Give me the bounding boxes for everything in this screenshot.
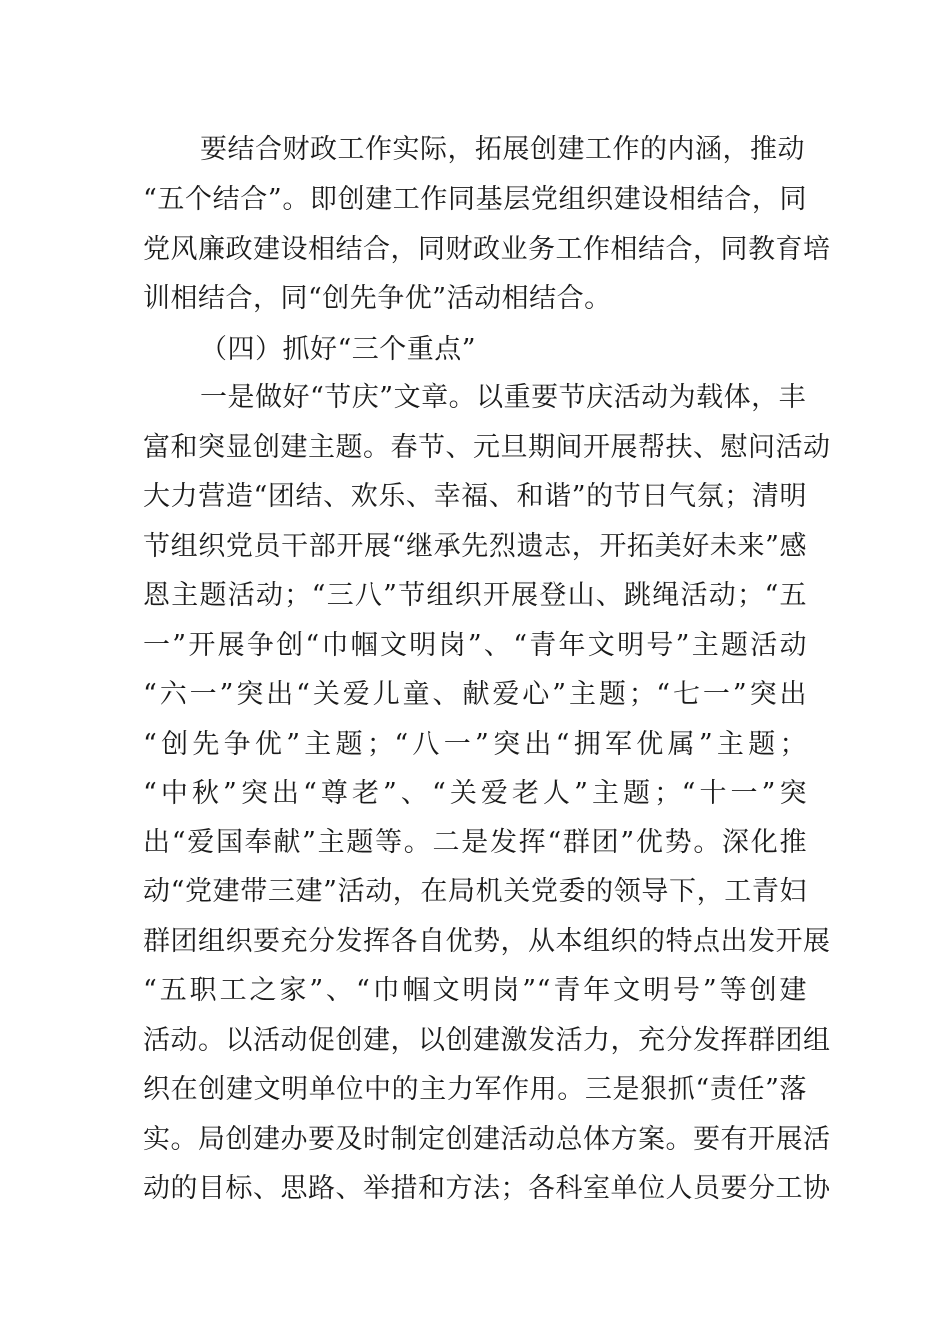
paragraph-line-2: “五个结合”。即创建工作同基层党组织建设相结合，同 xyxy=(143,184,807,215)
paragraph-line-22: 动的目标、思路、举措和方法；各科室单位人员要分工协 xyxy=(143,1173,831,1204)
paragraph-line-4: 训相结合，同“创先争优”活动相结合。 xyxy=(143,283,612,314)
paragraph-line-11: 一”开展争创“巾帼文明岗”、“青年文明号”主题活动 xyxy=(143,630,807,661)
paragraph-line-10: 恩主题活动；“三八”节组织开展登山、跳绳活动；“五 xyxy=(143,580,807,611)
paragraph-line-13: “创先争优”主题；“八一”突出“拥军优属”主题； xyxy=(143,729,807,760)
section-heading: （四）抓好“三个重点” xyxy=(200,334,477,365)
paragraph-line-15: 出“爱国奉献”主题等。二是发挥“群团”优势。深化推 xyxy=(143,827,807,858)
paragraph-line-3: 党风廉政建设相结合，同财政业务工作相结合，同教育培 xyxy=(143,234,831,265)
paragraph-line-7: 富和突显创建主题。春节、元旦期间开展帮扶、慰问活动 xyxy=(143,432,831,463)
paragraph-line-17: 群团组织要充分发挥各自优势，从本组织的特点出发开展 xyxy=(143,926,831,957)
paragraph-line-6: 一是做好“节庆”文章。以重要节庆活动为载体，丰 xyxy=(200,382,807,413)
paragraph-line-9: 节组织党员干部开展“继承先烈遗志，开拓美好未来”感 xyxy=(143,531,807,562)
paragraph-line-20: 织在创建文明单位中的主力军作用。三是狠抓“责任”落 xyxy=(143,1074,807,1105)
paragraph-line-8: 大力营造“团结、欢乐、幸福、和谐”的节日气氛；清明 xyxy=(143,481,807,512)
paragraph-line-16: 动“党建带三建”活动，在局机关党委的领导下，工青妇 xyxy=(143,876,807,907)
paragraph-line-12: “六一”突出“关爱儿童、献爱心”主题；“七一”突出 xyxy=(143,679,807,710)
paragraph-line-21: 实。局创建办要及时制定创建活动总体方案。要有开展活 xyxy=(143,1124,831,1155)
paragraph-line-19: 活动。以活动促创建，以创建激发活力，充分发挥群团组 xyxy=(143,1025,831,1056)
paragraph-line-14: “中秋”突出“尊老”、“关爱老人”主题；“十一”突 xyxy=(143,778,807,809)
paragraph-line-18: “五职工之家”、“巾帼文明岗”“青年文明号”等创建 xyxy=(143,975,807,1006)
paragraph-line-1: 要结合财政工作实际，拓展创建工作的内涵，推动 xyxy=(200,134,805,165)
